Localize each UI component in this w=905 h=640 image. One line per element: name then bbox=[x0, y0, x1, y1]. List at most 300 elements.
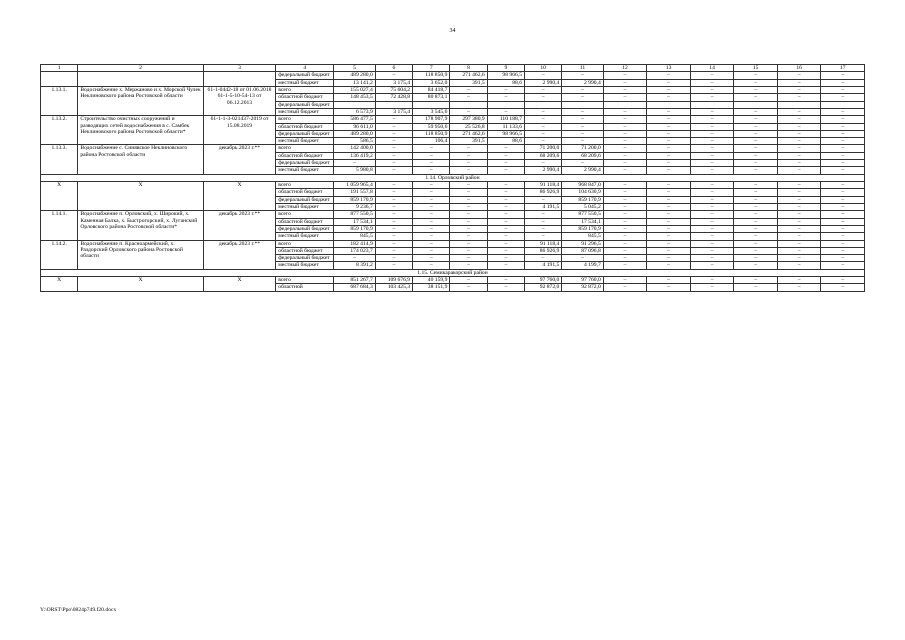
amount-cell: – bbox=[821, 196, 865, 203]
column-header: 1 bbox=[41, 65, 78, 72]
document-details: 61-1-0442-18 от 01.06.2018 61-1-5-10-54-13 от 06.12.2013 bbox=[203, 86, 276, 115]
amount-cell: – bbox=[487, 160, 524, 167]
funding-source: федеральный бюджет bbox=[276, 196, 334, 203]
amount-cell: – bbox=[487, 189, 524, 196]
column-header: 11 bbox=[562, 65, 603, 72]
amount-cell: 72 428,8 bbox=[375, 94, 412, 101]
amount-cell: – bbox=[777, 189, 821, 196]
amount-cell: 3 652,0 bbox=[413, 79, 450, 86]
funding-source: федеральный бюджет bbox=[276, 225, 334, 232]
amount-cell: – bbox=[821, 225, 865, 232]
amount-cell: – bbox=[603, 79, 647, 86]
amount-cell: – bbox=[487, 196, 524, 203]
amount-cell: – bbox=[450, 189, 487, 196]
table-row bbox=[41, 116, 865, 123]
amount-cell: – bbox=[375, 225, 412, 232]
amount-cell: – bbox=[690, 196, 734, 203]
amount-cell: – bbox=[375, 255, 412, 262]
amount-cell: – bbox=[487, 152, 524, 159]
amount-cell: – bbox=[603, 182, 647, 189]
amount-cell: – bbox=[375, 189, 412, 196]
amount-cell: – bbox=[603, 233, 647, 240]
amount-cell: 2 990,4 bbox=[525, 79, 562, 86]
amount-cell: 68 209,6 bbox=[562, 152, 603, 159]
funding-source: областной бюджет bbox=[276, 247, 334, 254]
amount-cell: 86 926,9 bbox=[525, 189, 562, 196]
amount-cell: – bbox=[647, 160, 691, 167]
amount-cell: – bbox=[777, 138, 821, 145]
amount-cell: 88,6 bbox=[487, 79, 524, 86]
amount-cell: – bbox=[375, 145, 412, 152]
amount-cell bbox=[603, 101, 647, 108]
amount-cell: – bbox=[375, 247, 412, 254]
amount-cell: – bbox=[690, 79, 734, 86]
amount-cell: – bbox=[647, 255, 691, 262]
amount-cell: – bbox=[487, 218, 524, 225]
object-name: Х bbox=[78, 182, 203, 211]
amount-cell: – bbox=[487, 167, 524, 174]
amount-cell: – bbox=[487, 94, 524, 101]
amount-cell: 136 419,2 bbox=[334, 152, 375, 159]
amount-cell: – bbox=[690, 145, 734, 152]
amount-cell: 5 045,2 bbox=[562, 203, 603, 210]
object-name: Водоснабжение с. Синявское Неклиновского района Ростовской области bbox=[78, 145, 203, 174]
amount-cell bbox=[525, 101, 562, 108]
funding-source: местный бюджет bbox=[276, 108, 334, 115]
amount-cell: – bbox=[603, 116, 647, 123]
item-number: 1.13.3. bbox=[41, 145, 78, 174]
amount-cell: – bbox=[525, 86, 562, 93]
amount-cell: – bbox=[777, 72, 821, 79]
amount-cell: – bbox=[450, 203, 487, 210]
item-number: 1.14.2. bbox=[41, 240, 78, 269]
amount-cell: 845,5 bbox=[334, 233, 375, 240]
item-number: Х bbox=[41, 277, 78, 292]
amount-cell: – bbox=[375, 138, 412, 145]
amount-cell: – bbox=[525, 218, 562, 225]
amount-cell: – bbox=[690, 94, 734, 101]
amount-cell: – bbox=[525, 160, 562, 167]
amount-cell: – bbox=[375, 182, 412, 189]
amount-cell: – bbox=[734, 182, 778, 189]
funding-source: областной бюджет bbox=[276, 94, 334, 101]
amount-cell: – bbox=[450, 152, 487, 159]
funding-source: областной bbox=[276, 284, 334, 291]
amount-cell: – bbox=[450, 108, 487, 115]
amount-cell: – bbox=[734, 203, 778, 210]
amount-cell: – bbox=[690, 203, 734, 210]
amount-cell: – bbox=[450, 225, 487, 232]
amount-cell: – bbox=[821, 130, 865, 137]
funding-source: областной бюджет bbox=[276, 218, 334, 225]
amount-cell: 155 027,4 bbox=[334, 86, 375, 93]
amount-cell bbox=[413, 101, 450, 108]
amount-cell: – bbox=[690, 182, 734, 189]
amount-cell: – bbox=[647, 233, 691, 240]
column-header: 15 bbox=[734, 65, 778, 72]
amount-cell: – bbox=[525, 233, 562, 240]
amount-cell: 86 926,9 bbox=[525, 247, 562, 254]
amount-cell: – bbox=[487, 182, 524, 189]
amount-cell: – bbox=[647, 145, 691, 152]
amount-cell: 2 990,4 bbox=[562, 79, 603, 86]
amount-cell: – bbox=[777, 167, 821, 174]
amount-cell: – bbox=[375, 262, 412, 269]
amount-cell: – bbox=[647, 116, 691, 123]
amount-cell: – bbox=[690, 123, 734, 130]
amount-cell: – bbox=[777, 284, 821, 291]
amount-cell: – bbox=[525, 130, 562, 137]
amount-cell: 91 118,4 bbox=[525, 182, 562, 189]
amount-cell: 91 296,5 bbox=[562, 240, 603, 247]
amount-cell: – bbox=[603, 240, 647, 247]
amount-cell: – bbox=[450, 284, 487, 291]
document-details: декабрь 2023 г.** bbox=[203, 145, 276, 174]
amount-cell: 68 209,6 bbox=[525, 152, 562, 159]
amount-cell: – bbox=[777, 211, 821, 218]
amount-cell: – bbox=[821, 247, 865, 254]
column-header: 17 bbox=[821, 65, 865, 72]
amount-cell: – bbox=[647, 138, 691, 145]
amount-cell: 391,5 bbox=[450, 79, 487, 86]
amount-cell: – bbox=[603, 123, 647, 130]
amount-cell bbox=[375, 101, 412, 108]
amount-cell: – bbox=[734, 233, 778, 240]
amount-cell: – bbox=[777, 79, 821, 86]
amount-cell: – bbox=[487, 86, 524, 93]
amount-cell: – bbox=[821, 182, 865, 189]
amount-cell: – bbox=[647, 123, 691, 130]
amount-cell: 297 380,9 bbox=[450, 116, 487, 123]
amount-cell bbox=[734, 101, 778, 108]
funding-source: всего bbox=[276, 240, 334, 247]
amount-cell bbox=[450, 101, 487, 108]
amount-cell: 103 425,3 bbox=[375, 284, 412, 291]
amount-cell: 11 133,6 bbox=[487, 123, 524, 130]
document-details: Х bbox=[203, 182, 276, 211]
amount-cell: – bbox=[603, 138, 647, 145]
amount-cell: – bbox=[647, 196, 691, 203]
budget-table bbox=[40, 64, 865, 292]
amount-cell: – bbox=[487, 247, 524, 254]
amount-cell: – bbox=[525, 94, 562, 101]
amount-cell: – bbox=[487, 211, 524, 218]
amount-cell: – bbox=[413, 189, 450, 196]
amount-cell: – bbox=[375, 203, 412, 210]
amount-cell: 17 534,1 bbox=[562, 218, 603, 225]
amount-cell: – bbox=[450, 94, 487, 101]
object-name: Х bbox=[78, 277, 203, 292]
amount-cell: – bbox=[690, 233, 734, 240]
amount-cell: – bbox=[450, 240, 487, 247]
amount-cell: – bbox=[690, 247, 734, 254]
amount-cell: – bbox=[777, 123, 821, 130]
amount-cell: – bbox=[734, 79, 778, 86]
amount-cell: – bbox=[821, 72, 865, 79]
column-header: 8 bbox=[450, 65, 487, 72]
amount-cell: 75 604,2 bbox=[375, 86, 412, 93]
amount-cell: – bbox=[375, 123, 412, 130]
amount-cell: – bbox=[734, 196, 778, 203]
amount-cell: – bbox=[821, 145, 865, 152]
document-details: 61-1-1-3-021437-2019 от 15.08.2019 bbox=[203, 116, 276, 145]
amount-cell: – bbox=[413, 160, 450, 167]
document-details: декабрь 2023 г.** bbox=[203, 211, 276, 240]
amount-cell: – bbox=[647, 189, 691, 196]
amount-cell: 97 760,0 bbox=[525, 277, 562, 284]
object-name: Водоснабжение п. Орловский, х. Широкий, х. Каменная Балка, х. Быстрогорский, х. Луганский Орловского района Ростовской области* bbox=[78, 211, 203, 240]
amount-cell: 96 611,0 bbox=[334, 123, 375, 130]
amount-cell: – bbox=[562, 86, 603, 93]
amount-cell: – bbox=[777, 218, 821, 225]
amount-cell: – bbox=[487, 225, 524, 232]
amount-cell: – bbox=[690, 116, 734, 123]
amount-cell: – bbox=[734, 167, 778, 174]
amount-cell: – bbox=[821, 262, 865, 269]
object-name: Строительство очистных сооружений и разводящих сетей водоснабжения в с. Самбек Неклиновского района Ростовской области* bbox=[78, 116, 203, 145]
amount-cell: – bbox=[487, 203, 524, 210]
table-row bbox=[41, 240, 865, 247]
amount-cell: – bbox=[562, 94, 603, 101]
amount-cell: – bbox=[375, 116, 412, 123]
amount-cell: – bbox=[562, 123, 603, 130]
amount-cell: 104 630,9 bbox=[562, 189, 603, 196]
amount-cell: 4 191,5 bbox=[525, 262, 562, 269]
amount-cell: – bbox=[603, 160, 647, 167]
amount-cell: – bbox=[647, 167, 691, 174]
amount-cell: – bbox=[734, 145, 778, 152]
amount-cell: – bbox=[450, 160, 487, 167]
funding-source: всего bbox=[276, 145, 334, 152]
column-header: 6 bbox=[375, 65, 412, 72]
amount-cell: – bbox=[487, 108, 524, 115]
amount-cell: – bbox=[777, 130, 821, 137]
amount-cell: – bbox=[690, 189, 734, 196]
amount-cell: 391,5 bbox=[450, 138, 487, 145]
amount-cell: – bbox=[375, 240, 412, 247]
object-name bbox=[78, 72, 203, 87]
amount-cell: – bbox=[375, 211, 412, 218]
amount-cell: – bbox=[777, 94, 821, 101]
section-title: 1.15. Семикаракорский район bbox=[41, 269, 865, 276]
amount-cell: – bbox=[525, 72, 562, 79]
amount-cell: – bbox=[821, 152, 865, 159]
funding-source: всего bbox=[276, 277, 334, 284]
amount-cell: 968 847,0 bbox=[562, 182, 603, 189]
amount-cell: – bbox=[734, 94, 778, 101]
amount-cell: 38 151,9 bbox=[413, 284, 450, 291]
column-header: 3 bbox=[203, 65, 276, 72]
amount-cell: – bbox=[821, 160, 865, 167]
amount-cell: 92 872,0 bbox=[562, 284, 603, 291]
document-details: Х bbox=[203, 277, 276, 292]
amount-cell: 182 414,9 bbox=[334, 240, 375, 247]
amount-cell: – bbox=[375, 196, 412, 203]
funding-source: федеральный бюджет bbox=[276, 130, 334, 137]
amount-cell: 877 550,5 bbox=[562, 211, 603, 218]
amount-cell: – bbox=[821, 167, 865, 174]
amount-cell: 87 096,8 bbox=[562, 247, 603, 254]
funding-source: всего bbox=[276, 211, 334, 218]
amount-cell: – bbox=[734, 108, 778, 115]
amount-cell: – bbox=[334, 160, 375, 167]
amount-cell: 586 477,5 bbox=[334, 116, 375, 123]
amount-cell: – bbox=[647, 225, 691, 232]
amount-cell: – bbox=[690, 130, 734, 137]
amount-cell: 174 023,7 bbox=[334, 247, 375, 254]
amount-cell: – bbox=[821, 211, 865, 218]
amount-cell: – bbox=[647, 277, 691, 284]
amount-cell: – bbox=[690, 240, 734, 247]
amount-cell: – bbox=[821, 94, 865, 101]
amount-cell: – bbox=[603, 94, 647, 101]
amount-cell: – bbox=[821, 218, 865, 225]
amount-cell: – bbox=[777, 233, 821, 240]
amount-cell: – bbox=[562, 130, 603, 137]
funding-source: областной бюджет bbox=[276, 152, 334, 159]
amount-cell: – bbox=[525, 116, 562, 123]
file-path-footer: Y:\ORST\Ppo\0824p749.f20.docx bbox=[40, 607, 117, 613]
amount-cell: – bbox=[734, 152, 778, 159]
column-header: 13 bbox=[647, 65, 691, 72]
amount-cell: 859 170,9 bbox=[334, 225, 375, 232]
amount-cell: – bbox=[777, 196, 821, 203]
amount-cell: – bbox=[734, 277, 778, 284]
amount-cell: – bbox=[734, 123, 778, 130]
amount-cell: – bbox=[450, 182, 487, 189]
amount-cell: 40 159,9 bbox=[413, 277, 450, 284]
funding-source: местный бюджет bbox=[276, 233, 334, 240]
amount-cell: – bbox=[734, 225, 778, 232]
amount-cell: – bbox=[690, 225, 734, 232]
amount-cell: – bbox=[690, 262, 734, 269]
document-details: декабрь 2023 г.** bbox=[203, 240, 276, 269]
amount-cell: 178 907,9 bbox=[413, 116, 450, 123]
amount-cell: – bbox=[525, 225, 562, 232]
amount-cell: – bbox=[562, 138, 603, 145]
amount-cell: – bbox=[450, 262, 487, 269]
amount-cell: – bbox=[821, 116, 865, 123]
amount-cell: – bbox=[647, 152, 691, 159]
amount-cell: – bbox=[821, 277, 865, 284]
amount-cell: – bbox=[603, 196, 647, 203]
amount-cell: – bbox=[690, 138, 734, 145]
amount-cell: – bbox=[647, 94, 691, 101]
amount-cell: – bbox=[562, 72, 603, 79]
amount-cell: – bbox=[647, 218, 691, 225]
column-number-header-row bbox=[41, 65, 865, 72]
amount-cell: – bbox=[603, 225, 647, 232]
amount-cell: – bbox=[690, 72, 734, 79]
amount-cell: 4 199,7 bbox=[562, 262, 603, 269]
funding-source: местный бюджет bbox=[276, 138, 334, 145]
amount-cell: 586,5 bbox=[334, 138, 375, 145]
amount-cell: – bbox=[562, 160, 603, 167]
amount-cell: – bbox=[525, 123, 562, 130]
amount-cell: – bbox=[690, 255, 734, 262]
amount-cell: 489 280,0 bbox=[334, 72, 375, 79]
amount-cell: 271 462,6 bbox=[450, 130, 487, 137]
amount-cell: – bbox=[821, 240, 865, 247]
amount-cell: – bbox=[821, 284, 865, 291]
column-header: 12 bbox=[603, 65, 647, 72]
amount-cell: 859 170,9 bbox=[334, 196, 375, 203]
amount-cell: 687 684,3 bbox=[334, 284, 375, 291]
amount-cell bbox=[821, 101, 865, 108]
amount-cell: 98 966,5 bbox=[487, 130, 524, 137]
amount-cell: – bbox=[413, 196, 450, 203]
funding-source: местный бюджет bbox=[276, 167, 334, 174]
amount-cell: – bbox=[647, 284, 691, 291]
amount-cell: – bbox=[413, 218, 450, 225]
column-header: 10 bbox=[525, 65, 562, 72]
amount-cell: – bbox=[413, 152, 450, 159]
amount-cell: – bbox=[603, 189, 647, 196]
amount-cell: 5 980,8 bbox=[334, 167, 375, 174]
funding-source: местный бюджет bbox=[276, 203, 334, 210]
item-number bbox=[41, 72, 78, 87]
funding-source: местный бюджет bbox=[276, 79, 334, 86]
amount-cell: 4 191,5 bbox=[525, 203, 562, 210]
amount-cell bbox=[690, 101, 734, 108]
amount-cell: – bbox=[777, 225, 821, 232]
amount-cell: – bbox=[690, 211, 734, 218]
amount-cell: – bbox=[413, 182, 450, 189]
amount-cell: – bbox=[375, 160, 412, 167]
amount-cell: – bbox=[821, 86, 865, 93]
amount-cell: – bbox=[734, 160, 778, 167]
table-row bbox=[41, 72, 865, 79]
amount-cell: – bbox=[603, 72, 647, 79]
column-header: 5 bbox=[334, 65, 375, 72]
amount-cell: – bbox=[777, 240, 821, 247]
amount-cell: 118 850,9 bbox=[413, 72, 450, 79]
column-header: 16 bbox=[777, 65, 821, 72]
amount-cell: 489 280,0 bbox=[334, 130, 375, 137]
amount-cell: – bbox=[821, 108, 865, 115]
amount-cell: – bbox=[821, 189, 865, 196]
amount-cell: – bbox=[525, 255, 562, 262]
amount-cell: 148 453,5 bbox=[334, 94, 375, 101]
amount-cell: – bbox=[375, 167, 412, 174]
amount-cell: – bbox=[487, 277, 524, 284]
amount-cell: – bbox=[821, 123, 865, 130]
amount-cell: – bbox=[413, 225, 450, 232]
amount-cell: – bbox=[413, 240, 450, 247]
amount-cell: 845,5 bbox=[562, 233, 603, 240]
amount-cell: – bbox=[375, 233, 412, 240]
amount-cell: – bbox=[413, 255, 450, 262]
column-header: 2 bbox=[78, 65, 203, 72]
amount-cell: – bbox=[450, 196, 487, 203]
amount-cell: – bbox=[821, 233, 865, 240]
amount-cell: – bbox=[777, 277, 821, 284]
amount-cell: 98 966,5 bbox=[487, 72, 524, 79]
amount-cell: 2 990,4 bbox=[562, 167, 603, 174]
amount-cell: – bbox=[734, 262, 778, 269]
amount-cell: 17 534,1 bbox=[334, 218, 375, 225]
amount-cell: 2 990,4 bbox=[525, 167, 562, 174]
amount-cell: – bbox=[603, 284, 647, 291]
amount-cell: 84 418,7 bbox=[413, 86, 450, 93]
amount-cell: – bbox=[450, 86, 487, 93]
amount-cell: – bbox=[450, 247, 487, 254]
amount-cell: – bbox=[647, 262, 691, 269]
amount-cell: – bbox=[777, 116, 821, 123]
amount-cell: 91 118,4 bbox=[525, 240, 562, 247]
item-number: 1.13.1. bbox=[41, 86, 78, 115]
amount-cell: – bbox=[690, 160, 734, 167]
